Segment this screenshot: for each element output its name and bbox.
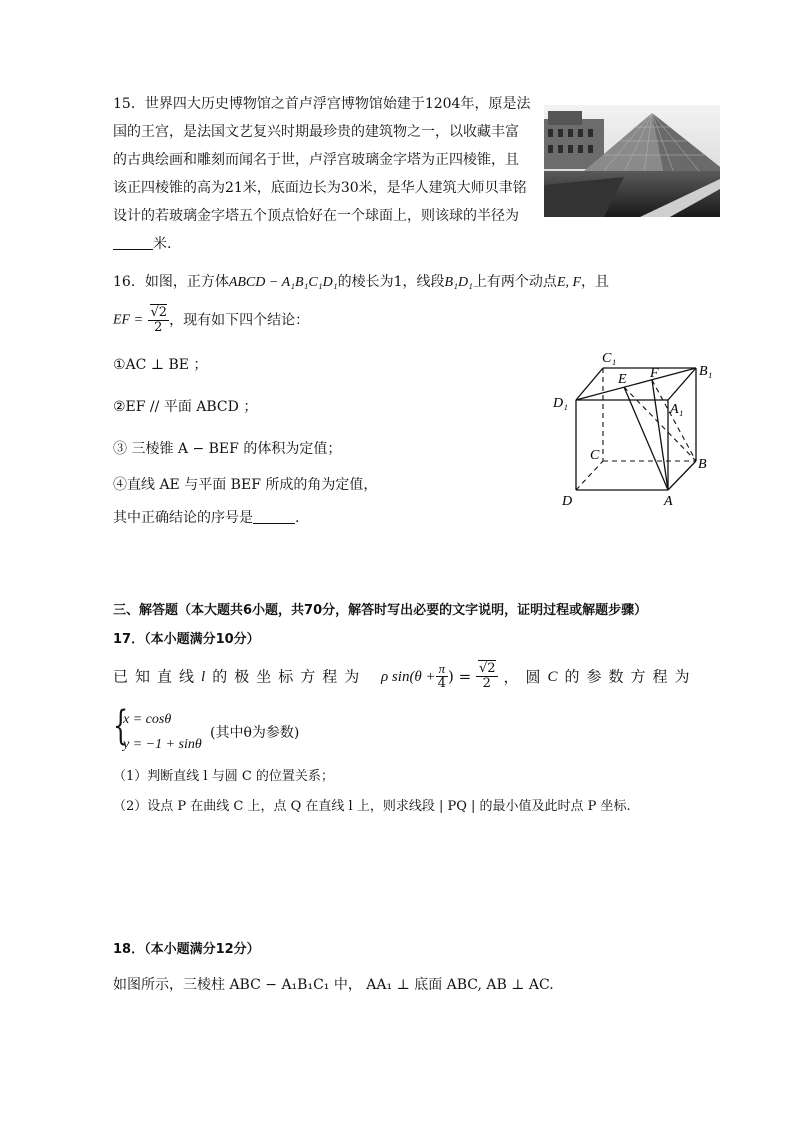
label-A1: A₁ bbox=[670, 402, 684, 417]
label-D: D bbox=[562, 494, 573, 509]
conclusion-1: ①AC ⊥ BE ； bbox=[113, 357, 208, 373]
q15-line-6: 米. bbox=[113, 235, 171, 253]
label-B: B bbox=[698, 457, 707, 472]
label-A: A bbox=[664, 494, 673, 509]
q16-ask: 其中正确结论的序号是 . bbox=[113, 510, 300, 526]
q18-statement: 如图所示，三棱柱 ABC − A₁B₁C₁ 中， AA₁ ⊥ 底面 ABC, AB ⊥ AC. bbox=[113, 977, 554, 993]
louvre-pyramid-photo bbox=[544, 105, 720, 217]
section-3-heading: 三、解答题（本大题共6小题，共70分，解答时写出必要的文字说明，证明过程或解题步骤） bbox=[113, 603, 648, 618]
q16-line-1: 16．如图，正方体ABCD − A₁B₁C₁D₁的棱长为1，线段B₁D₁上有两个动点E, F，且 bbox=[113, 274, 610, 290]
param-eq-x: x = cosθ bbox=[123, 712, 172, 727]
label-B1: B₁ bbox=[699, 364, 713, 379]
conclusion-4: ④直线 AE 与平面 BEF 所成的角为定值， bbox=[113, 477, 378, 493]
label-F: F bbox=[650, 366, 659, 381]
fraction-sqrt2-over-2: $\frac{√2}{2}$ bbox=[148, 306, 170, 335]
q18-heading: 18．（本小题满分12分） bbox=[113, 942, 260, 957]
fraction-sqrt2-over-2: $\frac{√2}{2}$ bbox=[476, 662, 498, 691]
system-brace: { bbox=[113, 703, 129, 749]
q15-line-3: 的古典绘画和雕刻而闻名于世，卢浮宫玻璃金字塔为正四棱锥，且 bbox=[113, 152, 519, 168]
conclusion-2: ②EF // 平面 ABCD ； bbox=[113, 399, 258, 415]
answer-blank bbox=[253, 509, 295, 524]
q17-part-2: （2）设点 P 在曲线 C 上，点 Q 在直线 l 上，则求线段 | PQ | 的最小值及此时点 P 坐标. bbox=[113, 799, 631, 814]
label-E: E bbox=[618, 372, 627, 387]
conclusion-3: ③ 三棱锥 A − BEF 的体积为定值； bbox=[113, 441, 342, 457]
q15-line-2: 国的王宫，是法国文艺复兴时期最珍贵的建筑物之一，以收藏丰富 bbox=[113, 124, 519, 140]
q15-line-1: 15．世界四大历史博物馆之首卢浮宫博物馆始建于1204年，原是法 bbox=[113, 96, 531, 112]
fraction-pi-over-4: $\frac{\pi}{4}$ bbox=[437, 661, 446, 691]
q17-part-1: （1）判断直线 l 与圆 C 的位置关系； bbox=[113, 769, 334, 784]
label-C1: C₁ bbox=[602, 351, 617, 366]
cube-figure bbox=[548, 345, 728, 515]
answer-blank bbox=[113, 235, 153, 250]
label-D1: D₁ bbox=[553, 396, 568, 411]
label-C: C bbox=[590, 448, 600, 463]
q16-line-2: EF = $\frac{√2}{2}$ ，现有如下四个结论： bbox=[113, 305, 310, 335]
q15-line-4: 该正四棱锥的高为21米，底面边长为30米，是华人建筑大师贝聿铭 bbox=[113, 180, 527, 196]
param-note: (其中θ为参数) bbox=[210, 725, 300, 741]
param-eq-y: y = −1 + sinθ bbox=[123, 737, 202, 752]
q17-heading: 17．（本小题满分10分） bbox=[113, 632, 260, 647]
q17-statement: 已知直线l 的极坐标方程为 ρ sin(θ + $\frac{\pi}{4}$ ) = $\frac{√2}{2}$ ，圆C 的参数方程为 bbox=[113, 661, 697, 691]
q15-line-5: 设计的若玻璃金字塔五个顶点恰好在一个球面上，则该球的半径为 bbox=[113, 208, 519, 224]
